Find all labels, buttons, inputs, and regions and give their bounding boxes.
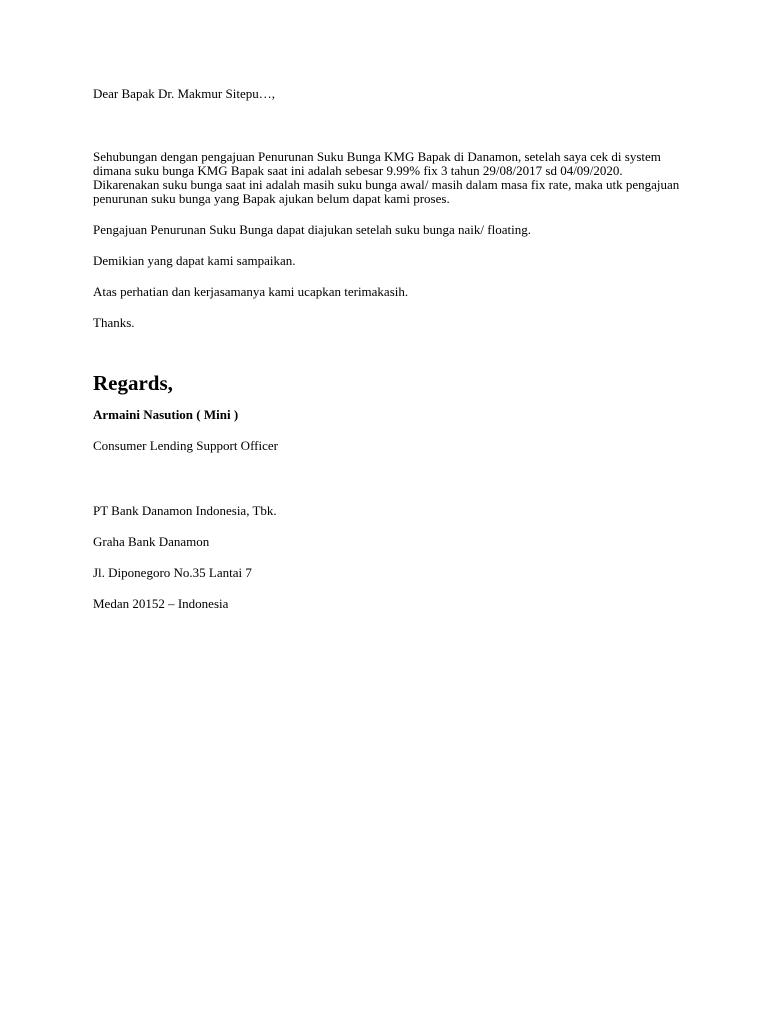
- company-name: PT Bank Danamon Indonesia, Tbk.: [93, 503, 277, 518]
- address-line-building: Graha Bank Danamon: [93, 534, 210, 549]
- paragraph-closing: Demikian yang dapat kami sampaikan.: [93, 253, 296, 268]
- regards-heading: Regards,: [93, 371, 173, 395]
- paragraph-request-response: Sehubungan dengan pengajuan Penurunan Suku Bunga KMG Bapak di Danamon, setelah saya cek di system dimana suku bunga KMG Bapak saat ini adalah sebesar 9.99% fix 3 tahun 29/08/2017 sd 04/09/2020. Dikarenakan suku bunga saat ini adalah masih suku bunga awal/ masih dalam masa fix rate, maka utk pengajuan penurunan suku bunga yang Bapak ajukan belum dapat kami proses.: [93, 149, 680, 206]
- address-line-city: Medan 20152 – Indonesia: [93, 596, 229, 611]
- address-line-street: Jl. Diponegoro No.35 Lantai 7: [93, 565, 252, 580]
- thanks-line: Thanks.: [93, 315, 135, 330]
- greeting: Dear Bapak Dr. Makmur Sitepu…,: [93, 86, 275, 101]
- signer-name: Armaini Nasution ( Mini ): [93, 407, 239, 422]
- signer-title: Consumer Lending Support Officer: [93, 438, 278, 453]
- email-document: [93, 87, 683, 611]
- paragraph-floating-condition: Pengajuan Penurunan Suku Bunga dapat diajukan setelah suku bunga naik/ floating.: [93, 222, 531, 237]
- paragraph-gratitude: Atas perhatian dan kerjasamanya kami ucapkan terimakasih.: [93, 284, 409, 299]
